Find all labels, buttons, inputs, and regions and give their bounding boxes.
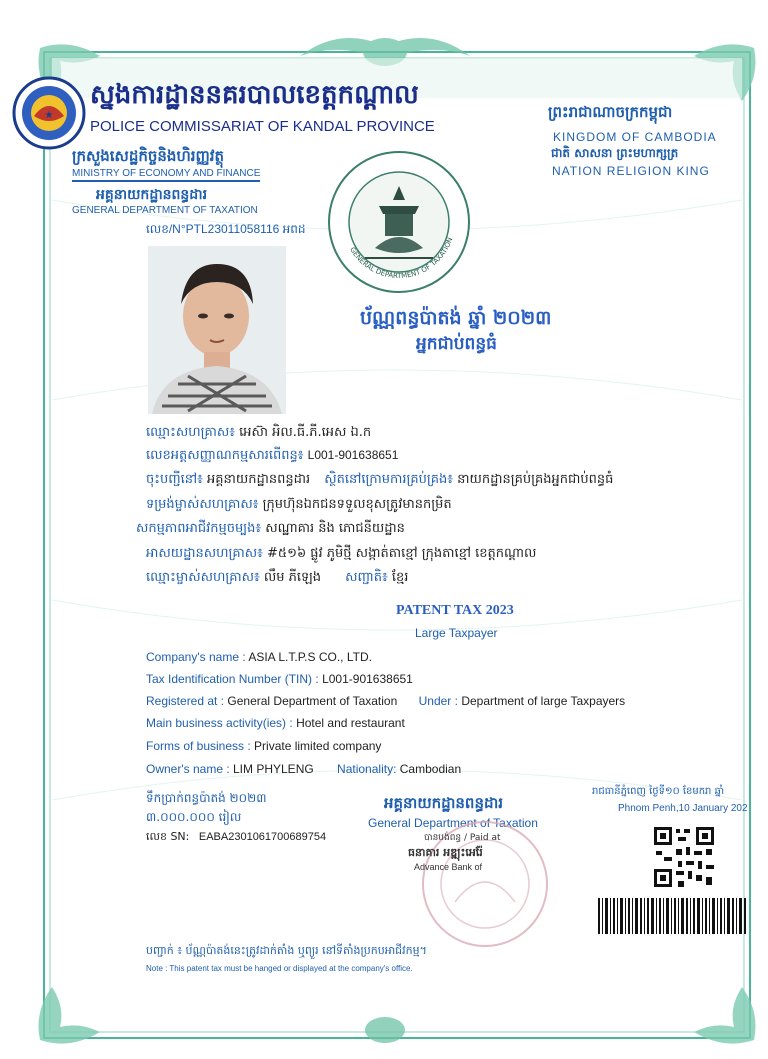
en-field-tin: Tax Identification Number (TIN) : L001-901638651 [146, 672, 413, 686]
police-emblem-icon [12, 76, 86, 150]
kh-field-tin: លេខអត្តសញ្ញាណកម្មសារពើពន្ធ៖ L001-901638651 [146, 448, 399, 463]
title-sub-en: Large Taxpayer [415, 626, 498, 640]
qr-code-icon [652, 825, 716, 889]
kingdom-en: KINGDOM OF CAMBODIA [553, 130, 717, 144]
gdt-en: GENERAL DEPARTMENT OF TAXATION [72, 205, 258, 216]
amount-value-kh: ៣.០០០.០០០ រៀល [146, 810, 242, 824]
amount-label-kh: ទឹកប្រាក់ពន្ធប៉ាតង់ ២០២៣ [146, 791, 267, 805]
nation-kh: ជាតិ សាសនា ព្រះមហាក្សត្រ [551, 146, 679, 160]
en-field-forms: Forms of business : Private limited company [146, 739, 382, 753]
serial-number: លេខ SN: EABA2301061700689754 [146, 830, 327, 843]
kh-field-address: អាសយដ្ឋានសហគ្រាស៖ #៥១៦ ផ្លូវ ភូមិថ្មី សង្កាត់តាខ្មៅ ក្រុងតាខ្មៅ ខេត្តកណ្ដាល [146, 546, 537, 561]
police-title-kh: ស្នងការដ្ឋាននគរបាលខេត្តកណ្ដាល [90, 80, 419, 110]
date-en: Phnom Penh,10 January 202 [618, 803, 748, 814]
bank-en: Advance Bank of [414, 862, 483, 872]
footer-note-kh: បញ្ជាក់ ៖ ប័ណ្ណប៉ាតង់នេះត្រូវដាក់តាំង ឬព្យួរ នៅទីតាំងប្រកបអាជីវកម្ម។ [146, 944, 427, 957]
nation-en: NATION RELIGION KING [552, 164, 710, 178]
title-kh-line1: ប័ណ្ណពន្ធប៉ាតង់ ឆ្នាំ ២០២៣ [360, 307, 552, 329]
sign-gdt-kh: អគ្គនាយកដ្ឋានពន្ធដារ [384, 794, 504, 812]
kh-field-activity: សកម្មភាពអាជីវកម្មចម្បង៖ សណ្ឋាគារ និង ភោជនីយដ្ឋាន [136, 521, 405, 536]
title-kh-line2: អ្នកជាប់ពន្ធធំ [416, 334, 497, 354]
sign-gdt-en: General Department of Taxation [368, 816, 538, 830]
ministry-kh: ក្រសួងសេដ្ឋកិច្ចនិងហិរញ្ញវត្ថុ [72, 147, 225, 165]
kh-field-registered: ចុះបញ្ជីនៅ៖ អគ្គនាយកដ្ឋានពន្ធដារ ស្ថិតនៅក្រោមការគ្រប់គ្រង៖ នាយកដ្ឋានគ្រប់គ្រងអ្នកជាប់ពន្ធធំ [146, 472, 614, 487]
kh-field-owner: ឈ្មោះម្ចាស់សហគ្រាស៖ លឹម ភីឡេង សញ្ជាតិ៖ ខ្មែរ [146, 570, 409, 585]
kingdom-kh: ព្រះរាជាណាចក្រកម្ពុជា [548, 103, 673, 121]
kh-field-form: ទម្រង់ម្ចាស់សហគ្រាស៖ ក្រុមហ៊ុនឯកជនទទួលខុសត្រូវមានកម្រិត [146, 497, 452, 512]
date-kh: រាជធានីភ្នំពេញ ថ្ងៃទី១០ ខែមករា ឆ្នាំ [592, 786, 725, 797]
bank-kh: ធនាគារ អឌ្ឍុះអេរ៉ែ [408, 846, 483, 859]
gdt-kh: អគ្គនាយកដ្ឋានពន្ធដារ [96, 187, 208, 203]
barcode-icon [598, 898, 746, 934]
kh-field-company: ឈ្មោះសហគ្រាស៖ អេស៊ា អិល.ធី.ភី.អេស ឯ.ក [146, 425, 372, 440]
footer-note-en: Note : This patent tax must be hanged or displayed at the company's office. [146, 964, 413, 973]
taxation-seal-icon [325, 148, 473, 296]
seal-ring-text: GENERAL DEPARTMENT OF TAXATION [348, 236, 455, 281]
owner-photo [148, 246, 286, 414]
title-en: PATENT TAX 2023 [396, 603, 514, 618]
en-field-activity: Main business activity(ies) : Hotel and restaurant [146, 716, 405, 730]
document-number: លេខ/N°PTL23011058116 អពដ [146, 222, 306, 236]
en-field-registered: Registered at : General Department of Taxation Under : Department of large Taxpayers [146, 694, 626, 708]
svg-text:★: ★ [44, 110, 54, 121]
paid-at: បានបង់ពន្ធ / Paid at [424, 833, 501, 843]
ministry-en: MINISTRY OF ECONOMY AND FINANCE [72, 168, 260, 182]
en-field-company: Company's name : ASIA L.T.P.S CO., LTD. [146, 650, 372, 664]
en-field-owner: Owner's name : LIM PHYLENG Nationality: Cambodian [146, 762, 462, 776]
police-title-en: POLICE COMMISSARIAT OF KANDAL PROVINCE [90, 118, 435, 135]
